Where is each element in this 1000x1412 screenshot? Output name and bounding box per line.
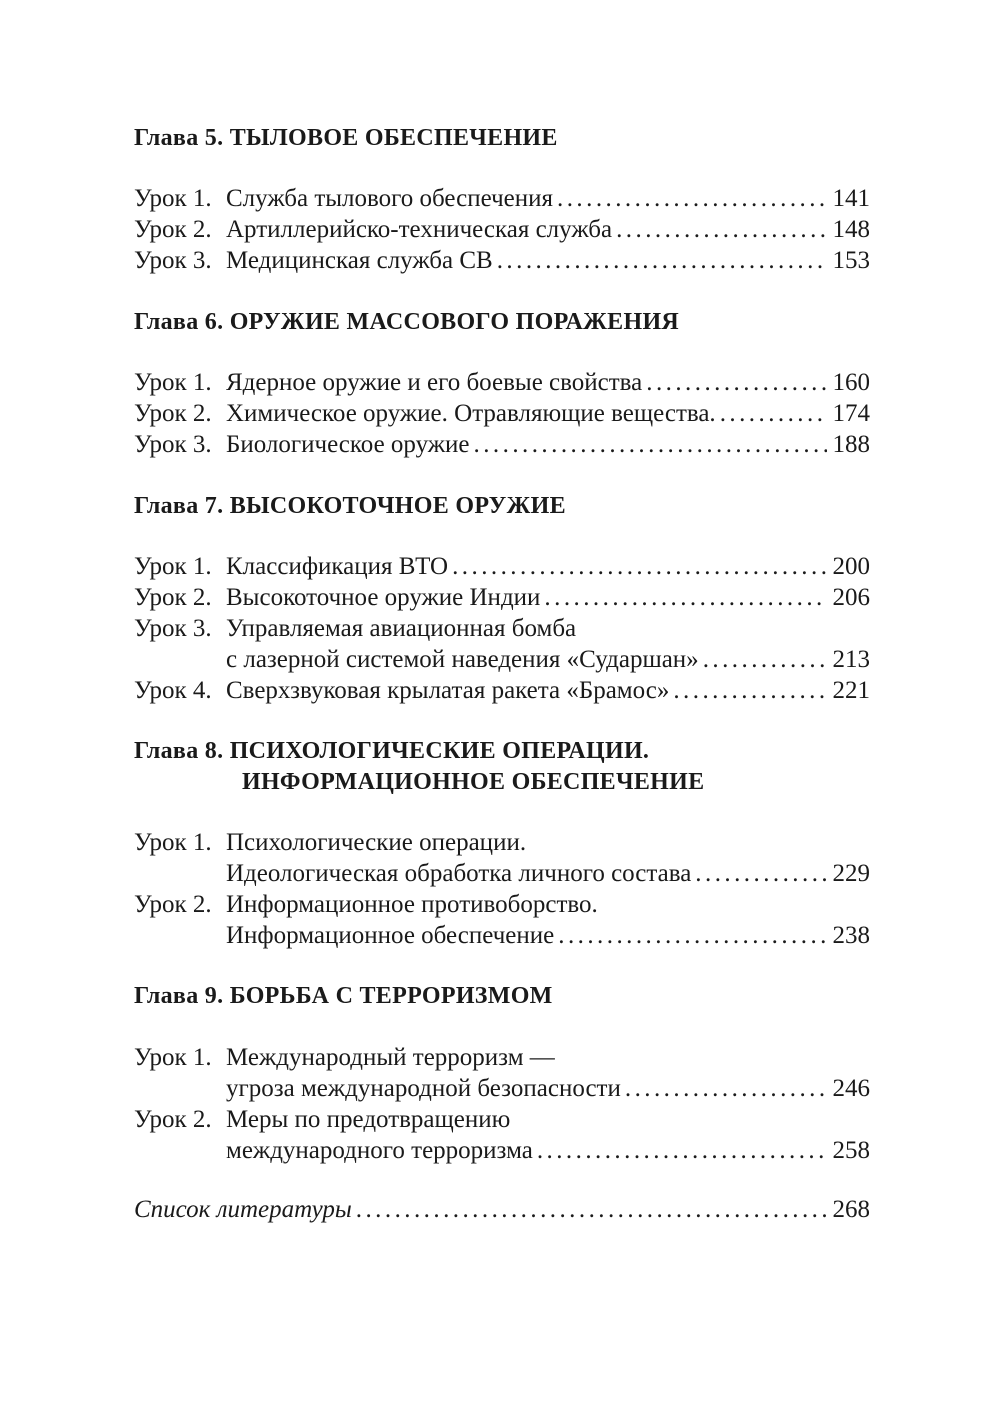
toc-entry[interactable] (134, 551, 870, 582)
toc-entry-continuation[interactable] (134, 1073, 870, 1104)
lesson-title: Высокоточное оружие Индии (226, 584, 541, 611)
lesson-number: Урок 2. (134, 1106, 212, 1133)
page-number: 221 (832, 677, 870, 704)
chapter-heading[interactable] (134, 736, 874, 798)
toc-entry[interactable] (134, 367, 870, 398)
page-number: 229 (832, 860, 870, 887)
lesson-title: Психологические операции. (226, 829, 527, 856)
bibliography-title: Список литературы (134, 1196, 352, 1223)
dot-leader (646, 367, 826, 398)
page-number: 206 (832, 584, 870, 611)
lesson-title: Классификация ВТО (226, 553, 449, 580)
toc-entry[interactable] (134, 613, 870, 644)
toc-entry[interactable] (134, 214, 870, 245)
lesson-number: Урок 4. (134, 677, 212, 704)
toc-entry[interactable] (134, 245, 870, 276)
page-number: 153 (832, 247, 870, 274)
chapter-heading[interactable] (134, 307, 874, 338)
lesson-title-cont: международного терроризма (226, 1137, 533, 1164)
page-number: 246 (832, 1075, 870, 1102)
chapter-heading[interactable] (134, 981, 874, 1012)
page-number: 160 (832, 369, 870, 396)
lesson-title: Управляемая авиационная бомба (226, 615, 577, 642)
toc-entry[interactable] (134, 1042, 870, 1073)
lesson-number: Урок 1. (134, 553, 212, 580)
dot-leader (497, 245, 827, 276)
dot-leader (557, 183, 826, 214)
lesson-number: Урок 3. (134, 247, 212, 274)
lesson-number: Урок 2. (134, 584, 212, 611)
lesson-number: Урок 1. (134, 369, 212, 396)
chapter-title: Глава 5. ТЫЛОВОЕ ОБЕСПЕЧЕНИЕ (134, 125, 558, 151)
lesson-title: Биологическое оружие (226, 431, 470, 458)
toc-entry-continuation[interactable] (134, 644, 870, 675)
lesson-title-cont: с лазерной системой наведения «Сударшан» (226, 646, 699, 673)
lesson-title: Сверхзвуковая крылатая ракета «Брамос» (226, 677, 670, 704)
lesson-number: Урок 1. (134, 829, 212, 856)
toc-entry[interactable] (134, 582, 870, 613)
chapter-title: Глава 9. БОРЬБА С ТЕРРОРИЗМОМ (134, 983, 553, 1009)
chapter-title: Глава 7. ВЫСОКОТОЧНОЕ ОРУЖИЕ (134, 493, 566, 519)
toc-entry[interactable] (134, 429, 870, 460)
lesson-title: Международный терроризм — (226, 1044, 555, 1071)
lesson-title: Информационное противоборство. (226, 891, 598, 918)
lesson-title: Ядерное оружие и его боевые свойства (226, 369, 643, 396)
lesson-title: Служба тылового обеспечения (226, 185, 554, 212)
page-number: 238 (832, 922, 870, 949)
lesson-title-cont: угроза международной безопасности (226, 1075, 621, 1102)
lesson-title: Меры по предотвращению (226, 1106, 511, 1133)
lesson-title: Медицинская служба СВ (226, 247, 493, 274)
dot-leader (356, 1194, 827, 1225)
lesson-number: Урок 3. (134, 615, 212, 642)
lesson-title: Артиллерийско-техническая служба (226, 216, 613, 243)
toc-entry[interactable] (134, 675, 870, 706)
toc-entry[interactable] (134, 398, 870, 429)
dot-leader (616, 214, 826, 245)
chapter-heading[interactable] (134, 123, 874, 154)
dot-leader (695, 858, 826, 889)
toc-entry[interactable] (134, 827, 870, 858)
lesson-number: Урок 1. (134, 185, 212, 212)
lesson-number: Урок 2. (134, 891, 212, 918)
dot-leader (452, 551, 826, 582)
lesson-title-cont: Идеологическая обработка личного состава (226, 860, 692, 887)
chapter-title: Глава 6. ОРУЖИЕ МАССОВОГО ПОРАЖЕНИЯ (134, 309, 680, 335)
page-number: 148 (832, 216, 870, 243)
dot-leader (537, 1135, 827, 1166)
chapter-title-cont: ИНФОРМАЦИОННОЕ ОБЕСПЕЧЕНИЕ (242, 769, 705, 795)
toc-entry[interactable] (134, 183, 870, 214)
toc-entry-continuation[interactable] (134, 920, 870, 951)
dot-leader (720, 398, 827, 429)
dot-leader (558, 920, 826, 951)
lesson-title: Химическое оружие. Отравляющие вещества. (226, 400, 716, 427)
page-number: 188 (832, 431, 870, 458)
dot-leader (625, 1073, 827, 1104)
page-number: 141 (832, 185, 870, 212)
toc-entry[interactable] (134, 889, 870, 920)
page-number: 174 (832, 400, 870, 427)
bibliography-entry[interactable] (134, 1194, 870, 1225)
lesson-number: Урок 1. (134, 1044, 212, 1071)
chapter-heading[interactable] (134, 491, 874, 522)
page-number: 200 (832, 553, 870, 580)
dot-leader (673, 675, 826, 706)
dot-leader (474, 429, 827, 460)
chapter-title: Глава 8. ПСИХОЛОГИЧЕСКИЕ ОПЕРАЦИИ. (134, 738, 650, 764)
toc-entry-continuation[interactable] (134, 858, 870, 889)
toc-entry-continuation[interactable] (134, 1135, 870, 1166)
page-number: 213 (832, 646, 870, 673)
lesson-number: Урок 3. (134, 431, 212, 458)
page-number: 268 (832, 1196, 870, 1223)
page-number: 258 (832, 1137, 870, 1164)
toc-entry[interactable] (134, 1104, 870, 1135)
lesson-title-cont: Информационное обеспечение (226, 922, 555, 949)
lesson-number: Урок 2. (134, 216, 212, 243)
dot-leader (544, 582, 826, 613)
dot-leader (703, 644, 827, 675)
lesson-number: Урок 2. (134, 400, 212, 427)
